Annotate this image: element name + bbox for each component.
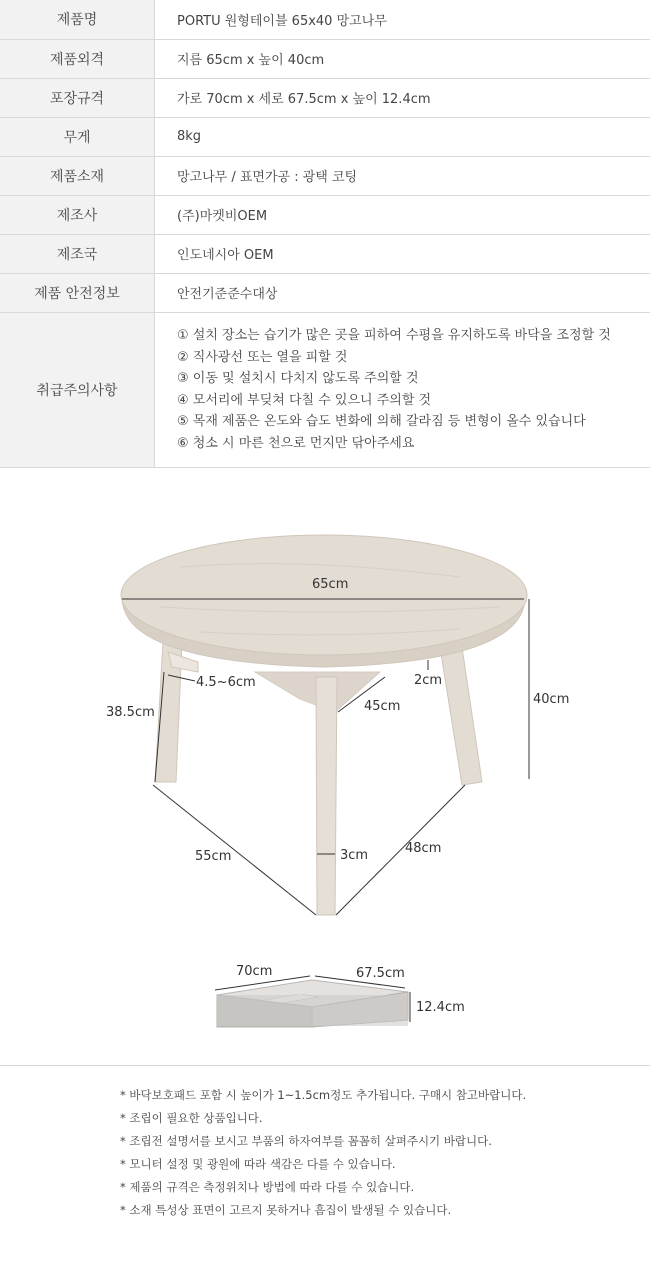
care-item: ④ 모서리에 부딪쳐 다칠 수 있으니 주의할 것 bbox=[177, 392, 432, 408]
label-leg-width: 4.5~6cm bbox=[196, 675, 256, 690]
table-leg-front bbox=[316, 677, 337, 915]
spec-row-package bbox=[0, 78, 650, 117]
spec-label: 무게 bbox=[0, 117, 155, 156]
spec-label: 제품명 bbox=[0, 0, 155, 39]
spec-value: 망고나무 / 표면가공 : 광택 코팅 bbox=[155, 156, 650, 195]
box-front-full bbox=[217, 995, 408, 1026]
spec-table bbox=[0, 0, 650, 468]
spec-label: 제품 안전정보 bbox=[0, 273, 155, 312]
spec-row-safety bbox=[0, 273, 650, 312]
dimension-diagram bbox=[0, 467, 650, 1066]
note-item: * 조립이 필요한 상품입니다. bbox=[120, 1111, 263, 1125]
label-box-width: 70cm bbox=[236, 964, 273, 979]
note-item: * 제품의 규격은 측정위치나 방법에 따라 다를 수 있습니다. bbox=[120, 1180, 415, 1194]
label-rail: 2cm bbox=[414, 673, 443, 688]
spec-label: 제조사 bbox=[0, 195, 155, 234]
label-base-left: 55cm bbox=[195, 849, 232, 864]
spec-row-care bbox=[0, 312, 650, 467]
note-item: * 조립전 설명서를 보시고 부품의 하자여부를 꼼꼼히 살펴주시기 바랍니다. bbox=[120, 1134, 492, 1148]
notes-list bbox=[120, 1084, 620, 1222]
spec-value: PORTU 원형테이블 65x40 망고나무 bbox=[155, 0, 650, 39]
spec-label: 제조국 bbox=[0, 234, 155, 273]
label-brace: 45cm bbox=[364, 699, 401, 714]
label-leg-height: 38.5cm bbox=[106, 705, 155, 720]
spec-row-weight bbox=[0, 117, 650, 156]
spec-value: 8kg bbox=[155, 117, 650, 156]
care-item: ③ 이동 및 설치시 다치지 않도록 주의할 것 bbox=[177, 371, 419, 386]
care-item: ⑤ 목재 제품은 온도와 습도 변화에 의해 갈라짐 등 변형이 올수 있습니다 bbox=[177, 414, 586, 429]
label-total-height: 40cm bbox=[533, 692, 570, 707]
spec-row-name bbox=[0, 0, 650, 39]
note-item: * 소재 특성상 표면이 고르지 못하거나 흠집이 발생될 수 있습니다. bbox=[120, 1203, 452, 1217]
spec-row-size bbox=[0, 39, 650, 78]
spec-label: 취급주의사항 bbox=[0, 312, 155, 467]
table-leg-right bbox=[440, 647, 482, 785]
spec-row-country bbox=[0, 234, 650, 273]
spec-value: 안전기준준수대상 bbox=[155, 273, 650, 312]
note-item: * 바닥보호패드 포함 시 높이가 1~1.5cm정도 추가됩니다. 구매시 참고바랍니다. bbox=[120, 1088, 527, 1102]
spec-label: 제품소재 bbox=[0, 156, 155, 195]
note-item: * 모니터 설정 및 광원에 따라 색감은 다를 수 있습니다. bbox=[120, 1157, 396, 1171]
spec-label: 포장규격 bbox=[0, 78, 155, 117]
label-leg-thickness: 3cm bbox=[340, 848, 369, 863]
care-list bbox=[155, 312, 650, 467]
table-drawing bbox=[0, 467, 650, 1065]
spec-row-material bbox=[0, 156, 650, 195]
label-box-depth: 67.5cm bbox=[356, 966, 405, 981]
spec-value: 지름 65cm x 높이 40cm bbox=[155, 39, 650, 78]
label-base-right: 48cm bbox=[405, 841, 442, 856]
dim-line-base-left bbox=[153, 785, 316, 915]
spec-value: 가로 70cm x 세로 67.5cm x 높이 12.4cm bbox=[155, 78, 650, 117]
care-item: ② 직사광선 또는 열을 피할 것 bbox=[177, 349, 348, 365]
care-item: ① 설치 장소는 습기가 많은 곳을 피하여 수평을 유지하도록 바닥을 조정할 것 bbox=[177, 328, 611, 343]
care-item: ⑥ 청소 시 마른 천으로 먼지만 닦아주세요 bbox=[177, 435, 415, 451]
label-diameter: 65cm bbox=[312, 577, 349, 592]
table-top bbox=[121, 535, 527, 655]
spec-value: 인도네시아 OEM bbox=[155, 234, 650, 273]
spec-value: (주)마켓비OEM bbox=[155, 195, 650, 234]
label-box-height: 12.4cm bbox=[416, 1000, 465, 1015]
spec-label: 제품외격 bbox=[0, 39, 155, 78]
spec-row-maker bbox=[0, 195, 650, 234]
